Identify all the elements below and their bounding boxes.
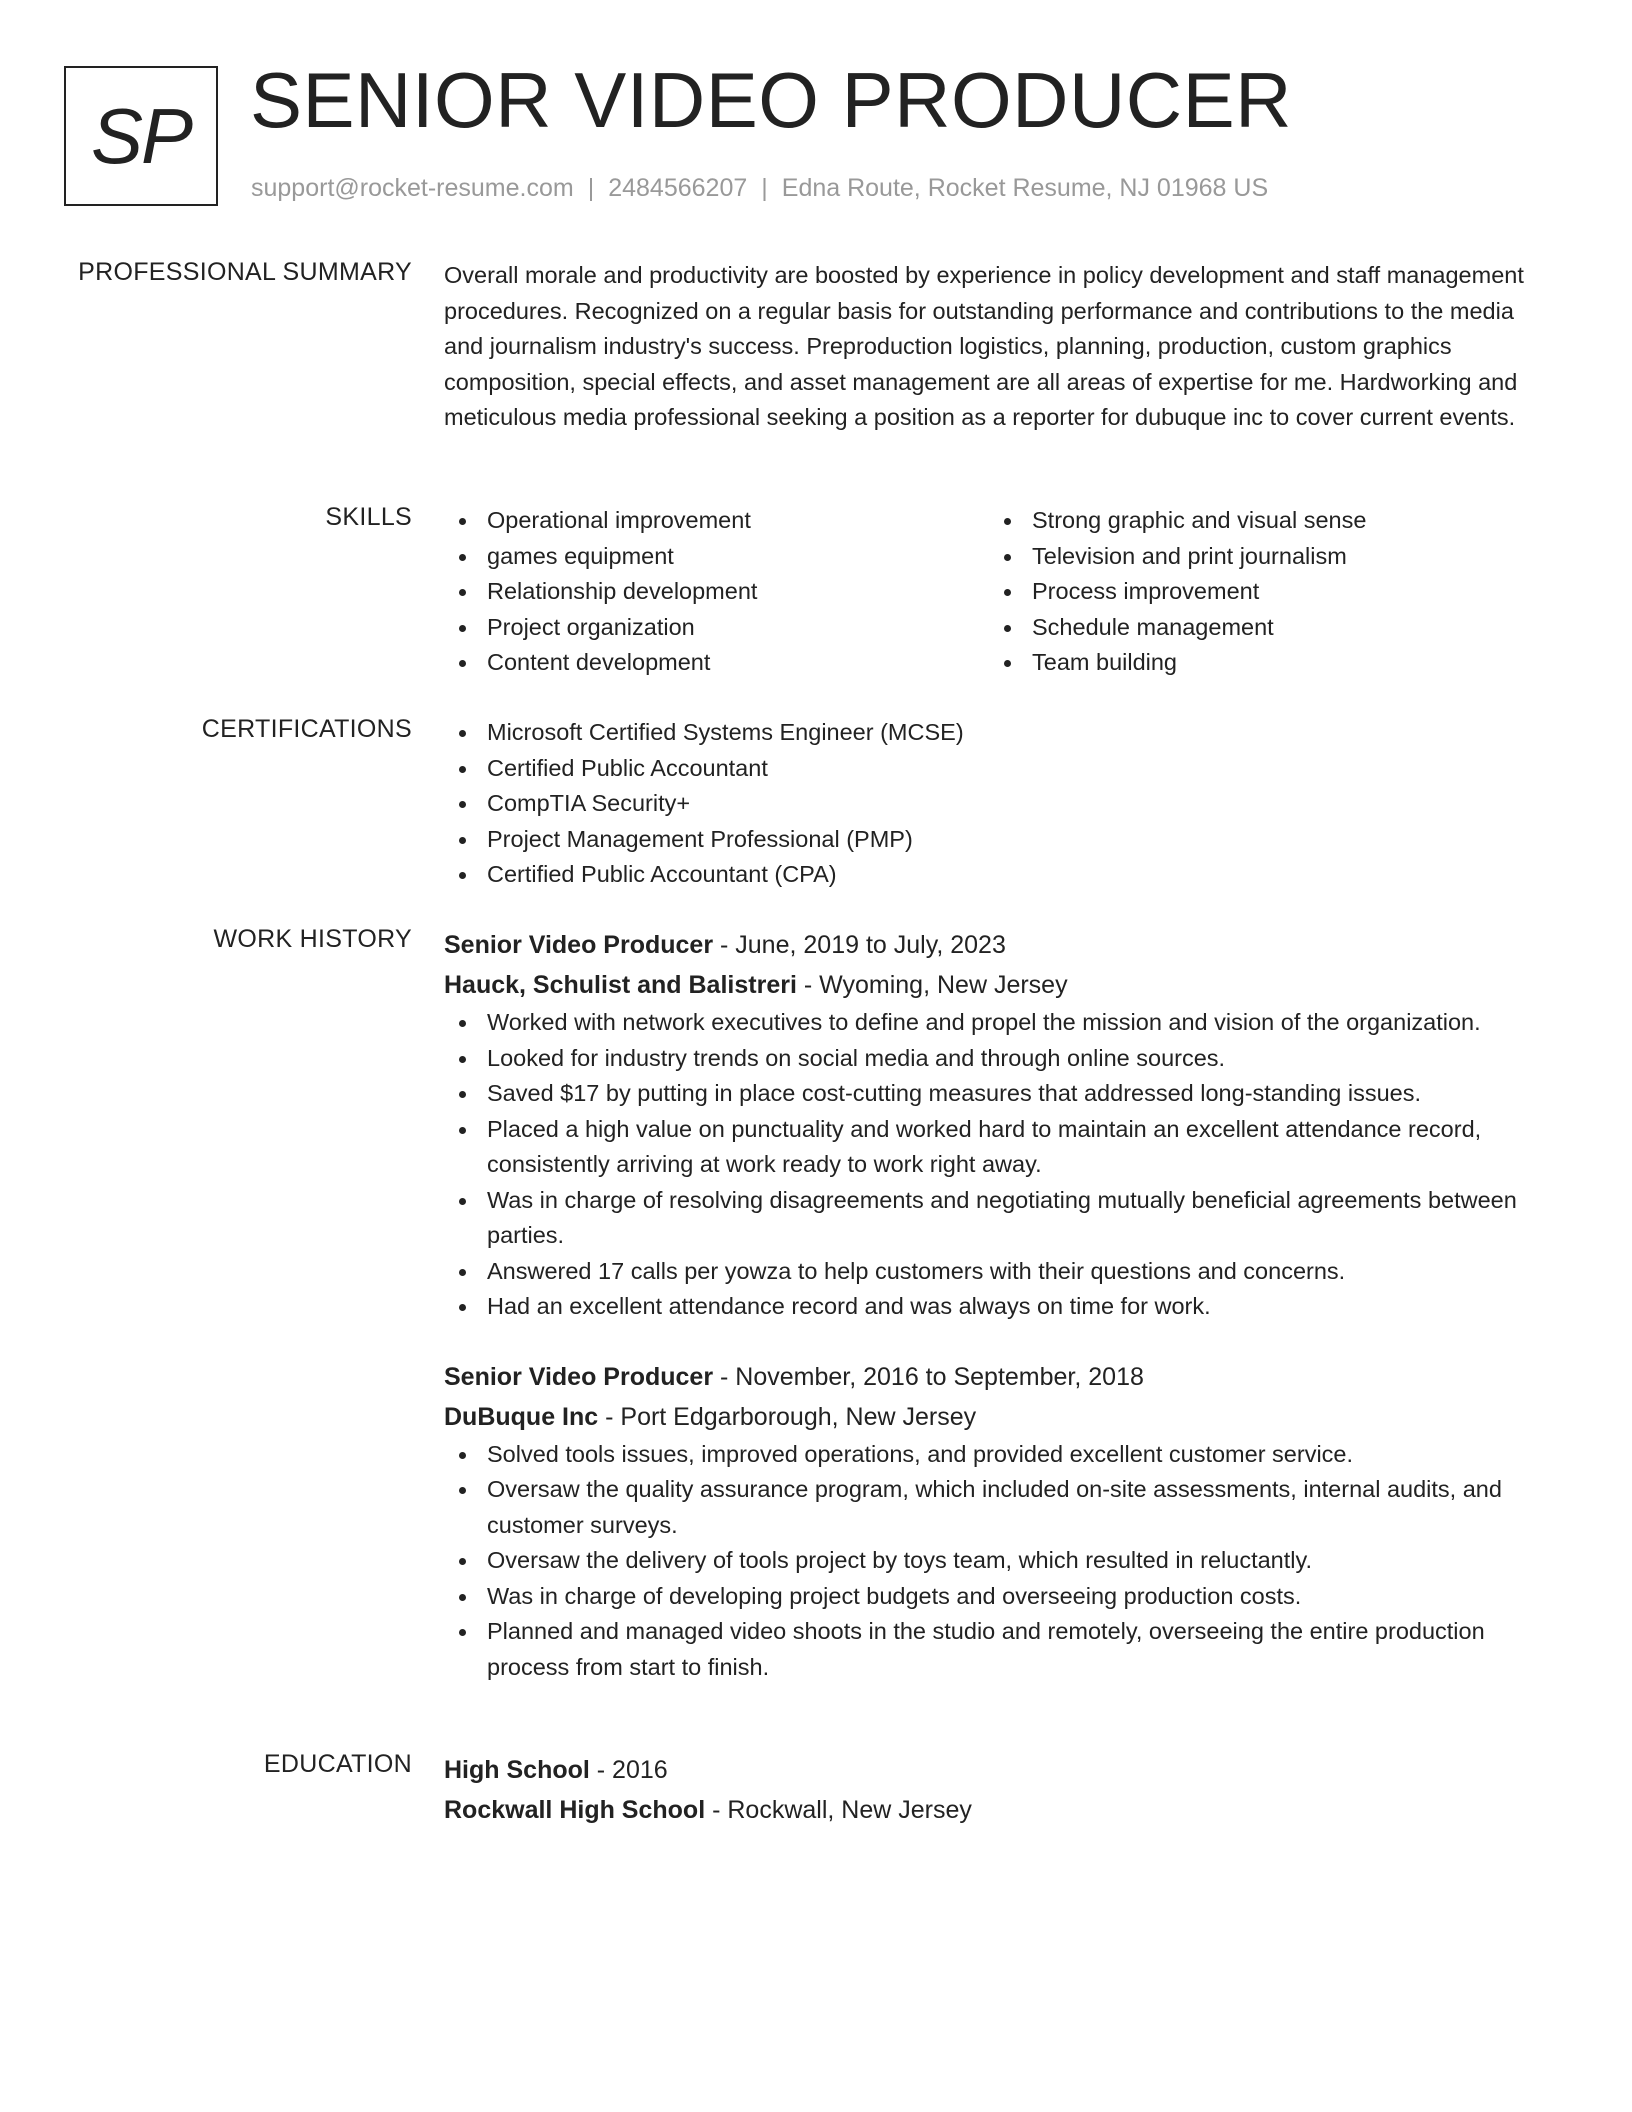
job-entry [444, 1357, 1554, 1686]
section-label: WORK HISTORY [213, 925, 412, 953]
job-company-line [444, 1397, 1554, 1437]
contact-address: Edna Route, Rocket Resume, NJ 01968 US [781, 174, 1269, 202]
list-item: Was in charge of developing project budgets and overseeing production costs. [444, 1579, 1554, 1615]
list-item: Microsoft Certified Systems Engineer (MCSE) [444, 715, 1554, 751]
list-item: Project Management Professional (PMP) [444, 822, 1554, 858]
list-item: Team building [989, 645, 1534, 681]
certifications-list [444, 715, 1554, 893]
list-item: CompTIA Security+ [444, 786, 1554, 822]
job-company: DuBuque Inc [444, 1402, 599, 1431]
list-item: Strong graphic and visual sense [989, 503, 1534, 539]
education-year: - 2016 [589, 1756, 668, 1784]
contact-separator: | [587, 174, 595, 202]
list-item: Operational improvement [444, 503, 989, 539]
list-item: Certified Public Accountant [444, 751, 1554, 787]
section-label: CERTIFICATIONS [201, 715, 412, 743]
job-title: Senior Video Producer [444, 931, 714, 959]
education-content [444, 1750, 1554, 1830]
education-location: - Rockwall, New Jersey [705, 1796, 972, 1824]
work-history-content [444, 925, 1554, 1685]
list-item: Certified Public Accountant (CPA) [444, 857, 1554, 893]
job-dates: - June, 2019 to July, 2023 [713, 931, 1006, 959]
list-item: Relationship development [444, 574, 989, 610]
list-item: Schedule management [989, 610, 1534, 646]
list-item: Looked for industry trends on social media and through online sources. [444, 1041, 1554, 1077]
education-degree-line [444, 1750, 1554, 1790]
contact-phone: 2484566207 [608, 174, 748, 202]
section-label: PROFESSIONAL SUMMARY [78, 258, 412, 286]
contact-email: support@rocket-resume.com [251, 174, 574, 202]
certifications-content [444, 715, 1554, 893]
section-label: SKILLS [325, 503, 412, 531]
education-degree: High School [444, 1756, 590, 1784]
skills-list-left [444, 503, 989, 681]
list-item: Oversaw the delivery of tools project by toys team, which resulted in reluctantly. [444, 1543, 1554, 1579]
skills-content [444, 503, 1554, 681]
list-item: Process improvement [989, 574, 1534, 610]
job-entry [444, 925, 1554, 1325]
education-school-line [444, 1790, 1554, 1830]
list-item: Planned and managed video shoots in the studio and remotely, overseeing the entire production process from start to finish. [444, 1614, 1554, 1685]
list-item: Was in charge of resolving disagreements and negotiating mutually beneficial agreements between parties. [444, 1183, 1554, 1254]
summary-text: Overall morale and productivity are boosted by experience in policy development and staff management procedures. Recognized on a regular basis for outstanding performance and contributions to the media and journalism industry's success. Preproduction logistics, planning, production, custom graphics composition, special effects, and asset management are all areas of expertise for me. Hardworking and meticulous media professional seeking a position as a reporter for dubuque inc to cover current events. [444, 262, 1524, 430]
list-item: Saved $17 by putting in place cost-cutting measures that addressed long-standing issues. [444, 1076, 1554, 1112]
job-title: Senior Video Producer [444, 1362, 714, 1391]
list-item: Answered 17 calls per yowza to help customers with their questions and concerns. [444, 1254, 1554, 1290]
list-item: Oversaw the quality assurance program, which included on-site assessments, internal audits, and customer surveys. [444, 1472, 1554, 1543]
list-item: Placed a high value on punctuality and worked hard to maintain an excellent attendance record, consistently arriving at work ready to work right away. [444, 1112, 1554, 1183]
list-item: Had an excellent attendance record and was always on time for work. [444, 1289, 1554, 1325]
job-bullets [444, 1005, 1554, 1325]
job-title-line [444, 925, 1554, 965]
contact-separator: | [761, 174, 768, 202]
summary-content [444, 258, 1554, 436]
job-location: - Port Edgarborough, New Jersey [598, 1402, 977, 1431]
list-item: Worked with network executives to define and propel the mission and vision of the organization. [444, 1005, 1554, 1041]
page-title: SENIOR VIDEO PRODUCER [250, 56, 1292, 144]
job-bullets [444, 1437, 1554, 1686]
contact-line [251, 174, 1268, 203]
initials-monogram: SP [64, 66, 218, 206]
job-dates: - November, 2016 to September, 2018 [713, 1362, 1144, 1391]
list-item: Television and print journalism [989, 539, 1534, 575]
job-company-line [444, 965, 1554, 1005]
list-item: Solved tools issues, improved operations, and provided excellent customer service. [444, 1437, 1554, 1473]
list-item: Content development [444, 645, 989, 681]
skills-list-right [989, 503, 1534, 681]
section-label: EDUCATION [263, 1750, 412, 1778]
job-company: Hauck, Schulist and Balistreri [444, 971, 797, 999]
list-item: Project organization [444, 610, 989, 646]
list-item: games equipment [444, 539, 989, 575]
education-school: Rockwall High School [444, 1796, 706, 1824]
job-location: - Wyoming, New Jersey [796, 971, 1068, 999]
job-title-line [444, 1357, 1554, 1397]
